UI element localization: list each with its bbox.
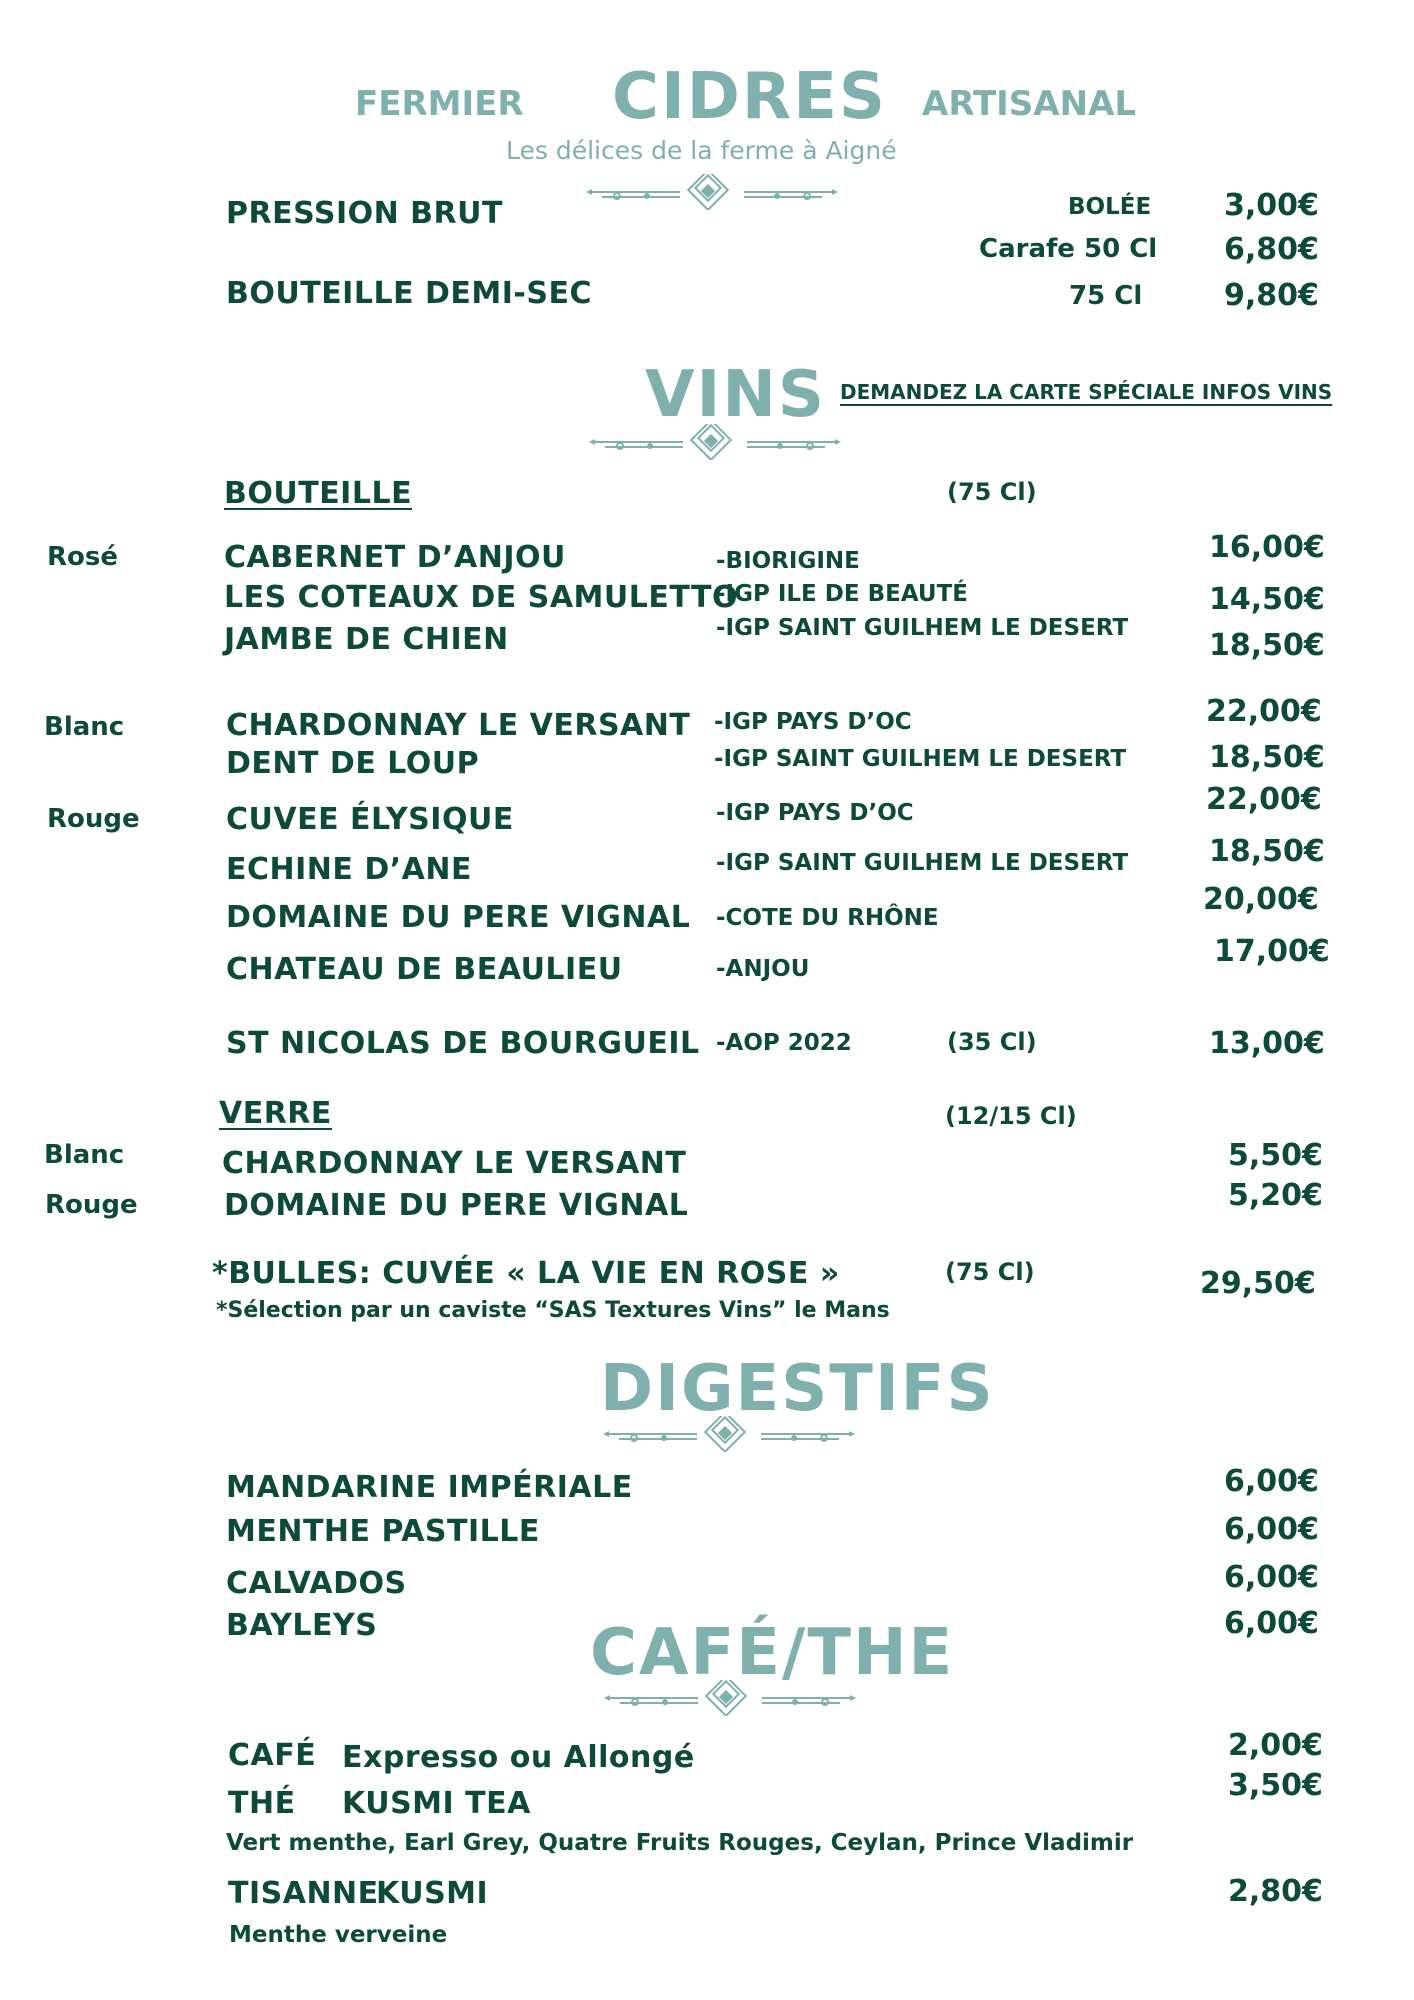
wine-price: 18,50€ (1209, 834, 1325, 869)
wine-price: 22,00€ (1206, 694, 1322, 729)
art-deco-divider-icon (585, 424, 845, 460)
the-price: 3,50€ (1228, 1768, 1323, 1803)
digestif-price: 6,00€ (1224, 1560, 1319, 1595)
cafe-name: CAFÉ (228, 1738, 317, 1773)
cafe-title: CAFÉ/THE (590, 1616, 955, 1690)
cidres-right-label: ARTISANAL (922, 84, 1137, 124)
wine-name: ST NICOLAS DE BOURGUEIL (226, 1026, 700, 1061)
bulles-price: 29,50€ (1200, 1266, 1316, 1301)
cidre-bouteille-size: 75 Cl (1069, 281, 1143, 311)
cidres-left-label: FERMIER (355, 84, 524, 124)
digestif-name: BAYLEYS (226, 1608, 378, 1643)
vins-info-link[interactable]: DEMANDEZ LA CARTE SPÉCIALE INFOS VINS (840, 380, 1333, 404)
digestif-name: CALVADOS (226, 1566, 407, 1601)
verre-name: DOMAINE DU PERE VIGNAL (224, 1188, 689, 1223)
wine-price: 13,00€ (1209, 1026, 1325, 1061)
wine-price: 20,00€ (1203, 882, 1319, 917)
wine-size: (35 Cl) (947, 1028, 1037, 1056)
digestif-name: MENTHE PASTILLE (226, 1514, 540, 1549)
digestif-price: 6,00€ (1224, 1606, 1319, 1641)
tisanne-desc: KUSMI (376, 1876, 489, 1911)
cidre-bouteille-price: 9,80€ (1224, 278, 1319, 313)
cafe-price: 2,00€ (1228, 1728, 1323, 1763)
verre-heading: VERRE (219, 1096, 332, 1131)
wine-origin: -IGP PAYS D’OC (716, 800, 914, 826)
wine-origin: -COTE DU RHÔNE (716, 905, 939, 931)
art-deco-divider-icon (582, 174, 842, 210)
cidre-pression-name: PRESSION BRUT (226, 196, 503, 231)
cidres-title: CIDRES (612, 60, 887, 134)
tisanne-name: TISANNE (228, 1876, 379, 1911)
wine-name: LES COTEAUX DE SAMULETTO (224, 580, 738, 615)
art-deco-divider-icon (600, 1680, 860, 1716)
verre-size: (12/15 Cl) (945, 1102, 1077, 1130)
wine-origin: -AOP 2022 (716, 1030, 852, 1056)
cafe-desc: Expresso ou Allongé (342, 1740, 695, 1775)
wine-name: CUVEE ÉLYSIQUE (226, 802, 514, 837)
wine-price: 18,50€ (1209, 740, 1325, 775)
the-flavors: Vert menthe, Earl Grey, Quatre Fruits Rouges, Ceylan, Prince Vladimir (226, 1830, 1134, 1856)
wine-origin: -IGP SAINT GUILHEM LE DESERT (716, 850, 1129, 876)
digestif-name: MANDARINE IMPÉRIALE (226, 1470, 633, 1505)
digestifs-title: DIGESTIFS (600, 1352, 995, 1426)
wine-origin: -IGP PAYS D’OC (714, 709, 912, 735)
wine-name: CHATEAU DE BEAULIEU (226, 952, 623, 987)
verre-price: 5,20€ (1228, 1178, 1323, 1213)
type-rouge: Rouge (47, 804, 140, 834)
wine-name: CABERNET D’ANJOU (224, 540, 566, 575)
wine-price: 16,00€ (1209, 530, 1325, 565)
digestif-price: 6,00€ (1224, 1464, 1319, 1499)
tisanne-price: 2,80€ (1228, 1874, 1323, 1909)
wine-price: 14,50€ (1209, 582, 1325, 617)
wine-price: 18,50€ (1209, 628, 1325, 663)
cidre-carafe-size: Carafe 50 Cl (979, 234, 1158, 264)
bouteille-heading: BOUTEILLE (224, 476, 413, 511)
wine-origin: -IGP SAINT GUILHEM LE DESERT (714, 746, 1127, 772)
type-rose: Rosé (47, 542, 118, 572)
verre-name: CHARDONNAY LE VERSANT (222, 1146, 687, 1181)
verre-price: 5,50€ (1228, 1138, 1323, 1173)
art-deco-divider-icon (599, 1416, 859, 1452)
tisanne-flavors: Menthe verveine (229, 1922, 448, 1948)
wine-name: JAMBE DE CHIEN (224, 622, 509, 657)
wine-price: 17,00€ (1214, 934, 1330, 969)
cidre-pression-size: BOLÉE (1068, 194, 1152, 220)
wine-name: DOMAINE DU PERE VIGNAL (226, 900, 691, 935)
cidre-bouteille-name: BOUTEILLE DEMI-SEC (226, 276, 592, 311)
wine-price: 22,00€ (1206, 782, 1322, 817)
verre-type: Blanc (44, 1140, 125, 1170)
wine-name: CHARDONNAY LE VERSANT (226, 708, 691, 743)
cidres-subtitle: Les délices de la ferme à Aigné (506, 136, 897, 165)
wine-name: ECHINE D’ANE (226, 852, 472, 887)
vins-title: VINS (645, 358, 826, 432)
wine-name: DENT DE LOUP (226, 746, 480, 781)
bulles-note: *Sélection par un caviste “SAS Textures Vins” le Mans (216, 1298, 890, 1323)
wine-origin: -BIORIGINE (716, 548, 860, 574)
verre-type: Rouge (45, 1190, 138, 1220)
cidre-pression-price: 3,00€ (1224, 188, 1319, 223)
digestif-price: 6,00€ (1224, 1512, 1319, 1547)
wine-origin: -IGP SAINT GUILHEM LE DESERT (716, 615, 1129, 641)
bouteille-size: (75 Cl) (947, 478, 1037, 506)
the-name: THÉ (228, 1786, 296, 1821)
type-blanc: Blanc (44, 712, 125, 742)
wine-origin: -ANJOU (716, 956, 810, 982)
the-desc: KUSMI TEA (342, 1786, 531, 1821)
bulles-size: (75 Cl) (945, 1258, 1035, 1286)
cidre-carafe-price: 6,80€ (1224, 232, 1319, 267)
bulles-name: *BULLES: CUVÉE « LA VIE EN ROSE » (212, 1256, 840, 1291)
wine-origin: -IGP ILE DE BEAUTÉ (716, 581, 969, 607)
